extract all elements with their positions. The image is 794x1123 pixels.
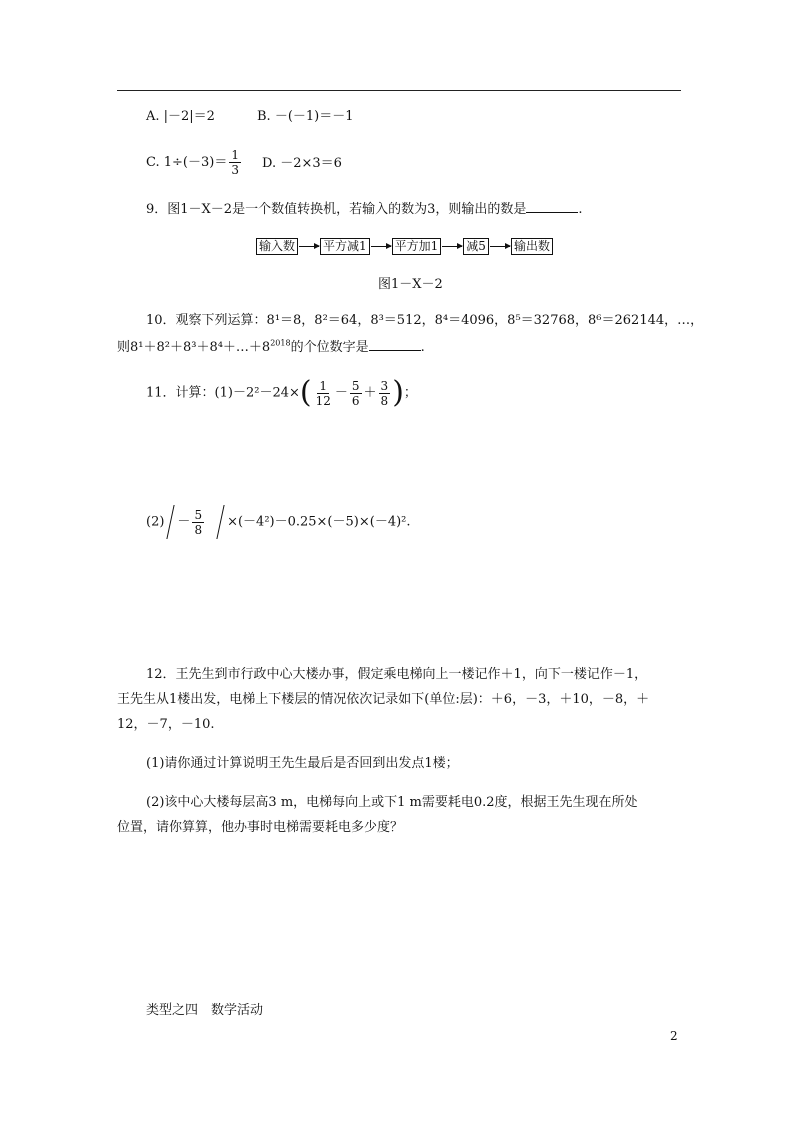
q8-option-c [146, 148, 243, 177]
answer-blank [369, 338, 421, 351]
flow-box-output: 输出数 [511, 238, 553, 255]
q12-subquestion-1: (1)请你通过计算说明王先生最后是否回到出发点1楼； [146, 756, 459, 771]
fraction: $\frac{5}{6}$ [351, 378, 360, 408]
fraction: $\frac{5}{8}$ [194, 507, 203, 537]
fraction: $\frac{1}{12}$ [315, 378, 331, 408]
arrow-icon [442, 246, 462, 247]
arrow-icon [490, 246, 510, 247]
arrow-icon [299, 246, 319, 247]
q11-part1: 11．计算：(1)－2²－24×( $\frac{1}{12}$ － $\frac{5}{6}$ ＋ $\frac{3}{8}$ )； [146, 375, 417, 410]
flow-box-input: 输入数 [256, 238, 298, 255]
q8-option-d: D. －2×3＝6 [262, 156, 342, 171]
q12-line2: 王先生从1楼出发，电梯上下楼层的情况依次记录如下(单位:层)：＋6，－3，＋10，－8，＋ [117, 692, 650, 707]
q9-question: 9．图1－X－2是一个数值转换机，若输入的数为3，则输出的数是 . [146, 202, 583, 217]
q11-part2: (2) － $\frac{5}{8}$ ×(－4²)－0.25×(－5)×(－4)². [146, 505, 411, 539]
answer-blank [526, 200, 578, 213]
q10-line1: 10．观察下列运算：8¹＝8，8²＝64，8³＝512，8⁴＝4096，8⁵＝32768，8⁶＝262144，…， [146, 313, 704, 328]
fraction: $\frac{1}{3}$ [231, 148, 239, 177]
q12-subquestion-2a: (2)该中心大楼每层高3 m，电梯每向上或下1 m需要耗电0.2度，根据王先生现在所处 [146, 795, 638, 810]
figure-caption: 图1－X－2 [378, 277, 443, 292]
q10-line2: 则$8^1+8^2+8^3+8^4+\dots+8^{2018}$的个位数字是 . [117, 338, 425, 355]
q8-option-a: A. |－2|＝2 [146, 109, 215, 124]
section-heading: 类型之四 数学活动 [146, 1003, 264, 1018]
page-number: 2 [670, 1029, 678, 1043]
q12-line1: 12．王先生到市行政中心大楼办事，假定乘电梯向上一楼记作＋1，向下一楼记作－1， [146, 667, 648, 682]
q8-option-b: B. －(－1)＝－1 [257, 109, 354, 124]
flow-box-square-minus-1: 平方减1 [320, 238, 370, 255]
flow-box-minus-5: 减5 [463, 238, 489, 255]
header-rule [117, 90, 681, 91]
q12-line3: 12，－7，－10. [117, 717, 215, 732]
q12-subquestion-2b: 位置，请你算算，他办事时电梯需要耗电多少度？ [117, 820, 404, 835]
q8-option-c-text: C. 1÷(－3)＝ [146, 155, 228, 170]
conversion-machine-diagram [256, 238, 553, 255]
arrow-icon [371, 246, 391, 247]
q9-text: 9．图1－X－2是一个数值转换机，若输入的数为3，则输出的数是 [146, 202, 527, 217]
flow-box-square-plus-1: 平方加1 [392, 238, 442, 255]
fraction: $\frac{3}{8}$ [380, 378, 389, 408]
